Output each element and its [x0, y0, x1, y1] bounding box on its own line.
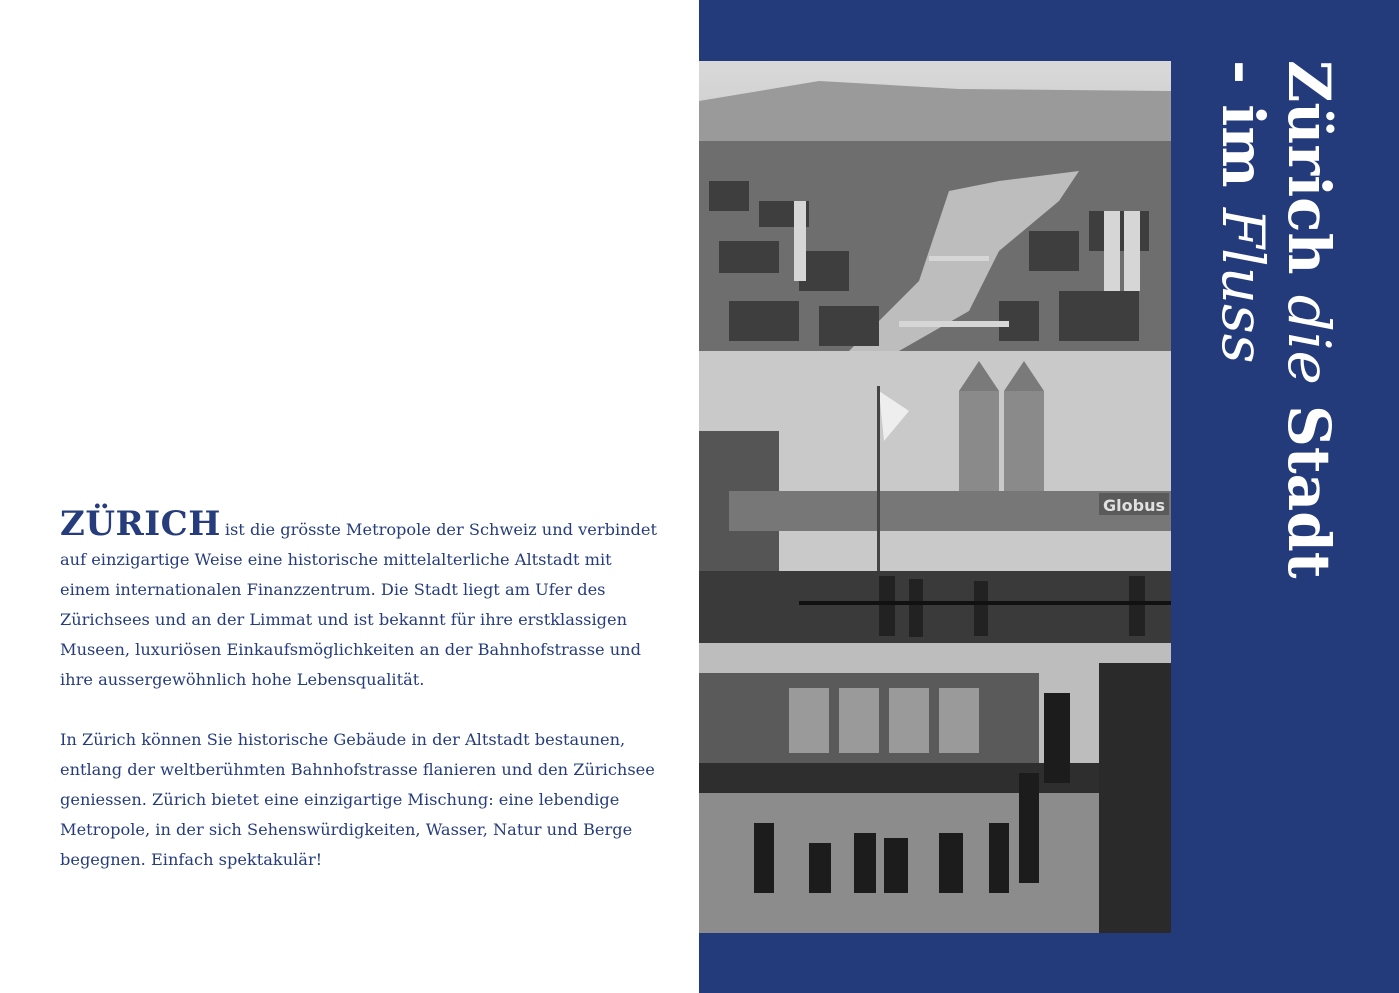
intro-paragraph-2: In Zürich können Sie historische Gebäude in der Altstadt bestaunen, entlang der weltberühmten Bahnhofstrasse flanieren und den Zürichsee geniessen. Zürich bietet eine einzigartige Mischung: eine lebendige Metropole, in der sich Sehenswürdigkeiten, Wasser, Natur und Berge begegnen. Einfach spektakulär!	[60, 730, 655, 869]
title-line-1-b: die	[1275, 294, 1343, 385]
intro-paragraph-1-text: ist die grösste Metropole der Schweiz und verbindet auf einzigartige Weise eine historische mittelalterliche Altstadt mit einem internationalen Finanzzentrum. Die Stadt liegt am Ufer des Zürichsees und an der Limmat und ist bekannt für ihre erstklassigen Museen, luxuriösen Einkaufsmöglichkeiten an der Bahnhofstrasse und ihre aussergewöhnlich hohe Lebensqualität.	[60, 520, 657, 689]
photo-strip	[699, 61, 1171, 933]
intro-paragraph-1	[60, 504, 660, 695]
title-line-1	[1275, 60, 1343, 579]
title-line-2-b: Fluss	[1209, 207, 1277, 364]
globus-sign-text: Globus	[1103, 496, 1165, 515]
title-line-2	[1210, 60, 1276, 620]
aerial-city-photo	[699, 61, 1171, 351]
river-bath-photo	[699, 643, 1171, 933]
title-line-1-a: Zürich	[1275, 60, 1343, 295]
street-towers-photo	[699, 351, 1171, 643]
page-title-rotated	[1210, 60, 1342, 620]
title-line-1-c: Stadt	[1275, 384, 1343, 579]
page-title	[1192, 60, 1342, 620]
intro-text	[60, 504, 660, 875]
city-name-lead: ZÜRICH	[60, 504, 221, 544]
title-line-2-a: - im	[1209, 60, 1277, 208]
